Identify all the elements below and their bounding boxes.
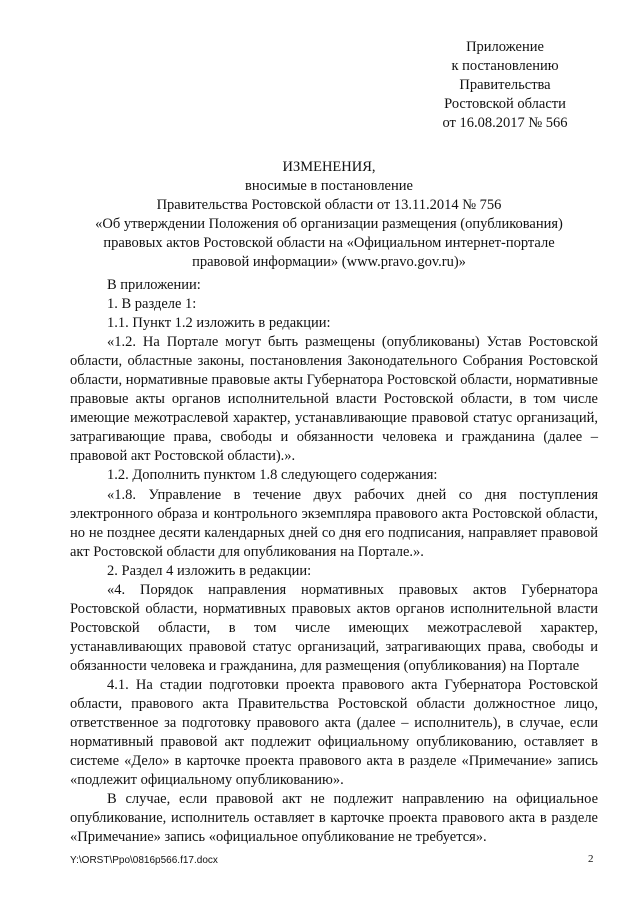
title-line: «Об утверждении Положения об организации размещения (опубликования) (95, 216, 563, 232)
paragraph: 1.2. Дополнить пунктом 1.8 следующего содержания: (107, 467, 438, 484)
title-line: правовых актов Ростовской области на «Официальном интернет-портале (103, 235, 555, 251)
footer-file-path: Y:\ORST\Ppo\0816p566.f17.docx (70, 855, 218, 866)
appendix-line: Приложение (466, 39, 544, 55)
paragraph: 2. Раздел 4 изложить в редакции: (107, 562, 312, 579)
appendix-line: от 16.08.2017 № 566 (442, 115, 568, 131)
document-title (70, 158, 588, 272)
paragraph: 1.1. Пункт 1.2 изложить в редакции: (107, 315, 331, 332)
title-heading: ИЗМЕНЕНИЯ, (282, 159, 376, 175)
paragraph: 1. В разделе 1: (107, 296, 197, 313)
paragraph: «1.8. Управление в течение двух рабочих дней со дня поступления электронного образа и контрольного экземпляра правового акта Ростовской области, но не позднее десяти календарных дней со дня его подписания, направляет правовой акт Ростовской области для опубликования на Портале.». (70, 486, 598, 560)
paragraph: В случае, если правовой акт не подлежит направлению на официальное опубликование, исполнитель оставляет в карточке проекта правового акта в разделе «Примечание» запись «официальное опубликование не требуется». (70, 791, 598, 846)
document-body (70, 276, 598, 847)
title-line: вносимые в постановление (245, 178, 413, 194)
paragraph: В приложении: (107, 277, 201, 293)
paragraph: «4. Порядок направления нормативных правовых актов Губернатора Ростовской области, нормативных правовых актов органов исполнительной власти Ростовской области, в том числе имеющих межотраслевой характер, устанавливающих правовой статус организаций, затрагивающих права, свободы и обязанности человека и гражданина, для размещения (опубликования) на Портале (70, 581, 598, 674)
page-number: 2 (588, 853, 594, 865)
paragraph: 4.1. На стадии подготовки проекта правового акта Губернатора Ростовской области, правового акта Правительства Ростовской области должностное лицо, ответственное за подготовку правового акта (далее – исполнитель), в случае, если нормативный правовой акт подлежит официальному опубликованию, оставляет в системе «Дело» в карточке проекта правового акта в разделе «Примечание» запись «подлежит официальному опубликованию». (70, 676, 598, 789)
appendix-line: к постановлению (451, 58, 559, 74)
appendix-line: Правительства (459, 77, 551, 93)
paragraph: «1.2. На Портале могут быть размещены (опубликованы) Устав Ростовской области, областные законы, постановления Законодательного Собрания Ростовской области, нормативные правовые акты Губернатора Ростовской области, нормативные правовые акты органов исполнительной власти Ростовской области, в том числе имеющие межотраслевой характер, устанавливающие правовой статус организаций, затрагивающие права, свободы и обязанности человека и гражданина (далее – правовой акт Ростовской области).». (70, 334, 598, 465)
appendix-header (420, 38, 590, 133)
appendix-line: Ростовской области (444, 96, 566, 112)
title-line: Правительства Ростовской области от 13.11.2014 № 756 (156, 197, 502, 213)
title-line: правовой информации» (www.pravo.gov.ru)» (192, 254, 466, 270)
